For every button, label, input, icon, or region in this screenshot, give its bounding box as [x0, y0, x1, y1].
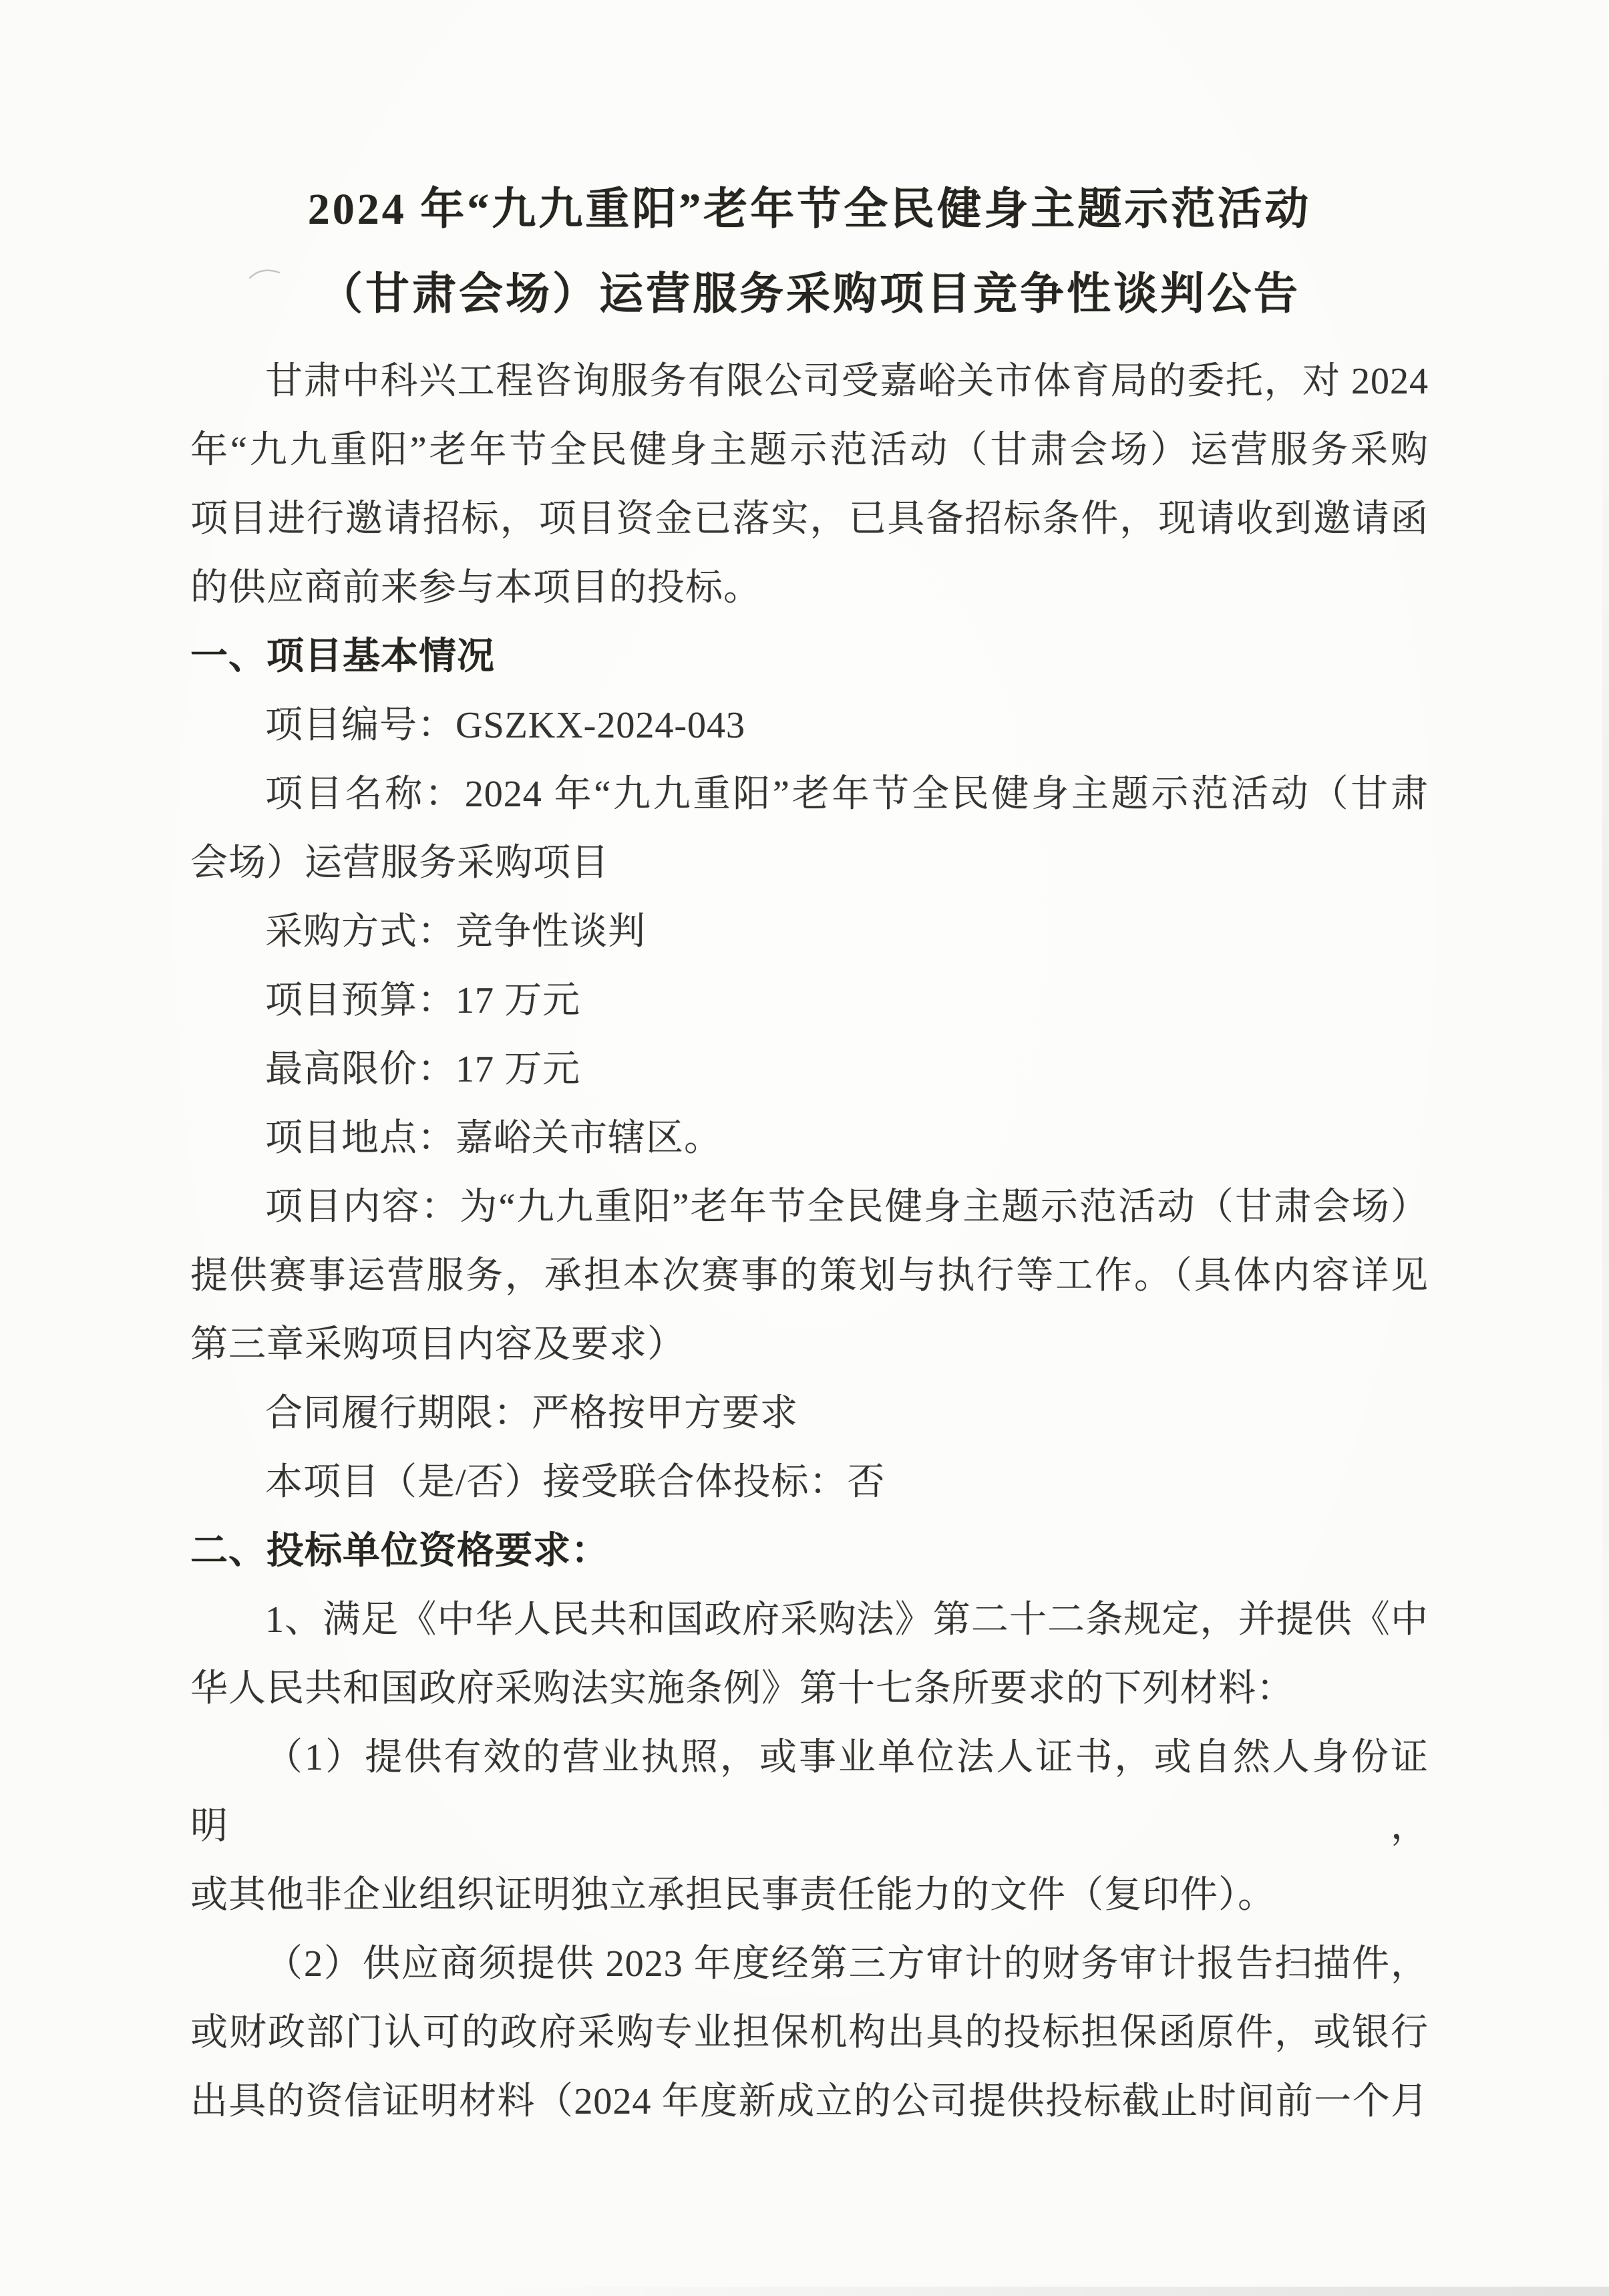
document-line: 会场）运营服务采购项目: [190, 842, 609, 884]
document-line: 出具的资信证明材料（2024 年度新成立的公司提供投标截止时间前一个月: [190, 2081, 1429, 2122]
scan-edge-shadow-right: [1602, 0, 1609, 2296]
document-line: 第三章采购项目内容及要求）: [190, 1324, 685, 1365]
document-line: 华人民共和国政府采购法实施条例》第十七条所要求的下列材料：: [190, 1668, 1294, 1709]
scan-edge-shadow-bottom: [0, 2287, 1609, 2296]
document-line: 的供应商前来参与本项目的投标。: [190, 567, 761, 609]
document-line: 本项目（是/否）接受联合体投标：否: [265, 1462, 886, 1503]
document-line: 项目进行邀请招标，项目资金已落实，已具备招标条件，现请收到邀请函: [190, 498, 1429, 540]
document-title-line-1: 2024 年“九九重阳”老年节全民健身主题示范活动: [307, 185, 1312, 234]
document-line: 或财政部门认可的政府采购专业担保机构出具的投标担保函原件，或银行: [190, 2012, 1429, 2054]
document-line: 项目内容：为“九九重阳”老年节全民健身主题示范活动（甘肃会场）: [265, 1186, 1429, 1228]
document-line: （2）供应商须提供 2023 年度经第三方审计的财务审计报告扫描件，: [265, 1943, 1429, 1985]
document-line: 项目预算：17 万元: [265, 980, 580, 1021]
document-title: [190, 167, 1429, 337]
document-line: （1）提供有效的营业执照，或事业单位法人证书，或自然人身份证明，: [190, 1737, 1429, 1847]
document-title-line-2: （甘肃会场）运营服务采购项目竞争性谈判公告: [319, 270, 1300, 319]
document-line: 最高限价：17 万元: [265, 1049, 580, 1090]
document-line: 1、满足《中华人民共和国政府采购法》第二十二条规定，并提供《中: [265, 1599, 1429, 1641]
document-line: 采购方式：竞争性谈判: [265, 911, 646, 953]
document-line: 项目编号：GSZKX-2024-043: [265, 705, 745, 746]
document-body: [190, 347, 1429, 2136]
document-line: 甘肃中科兴工程咨询服务有限公司受嘉峪关市体育局的委托，对 2024: [265, 361, 1429, 402]
document-line: 一、项目基本情况: [190, 636, 495, 677]
document-line: 提供赛事运营服务，承担本次赛事的策划与执行等工作。（具体内容详见: [190, 1255, 1429, 1297]
document-line: 或其他非企业组织证明独立承担民事责任能力的文件（复印件）。: [190, 1874, 1276, 1916]
document-line: 合同履行期限：严格按甲方要求: [265, 1393, 798, 1434]
document-line: 二、投标单位资格要求：: [190, 1530, 609, 1572]
document-line: 项目地点：嘉峪关市辖区。: [265, 1118, 722, 1159]
document-line: 年“九九重阳”老年节全民健身主题示范活动（甘肃会场）运营服务采购: [190, 430, 1429, 471]
document-line: 项目名称：2024 年“九九重阳”老年节全民健身主题示范活动（甘肃: [265, 774, 1429, 815]
